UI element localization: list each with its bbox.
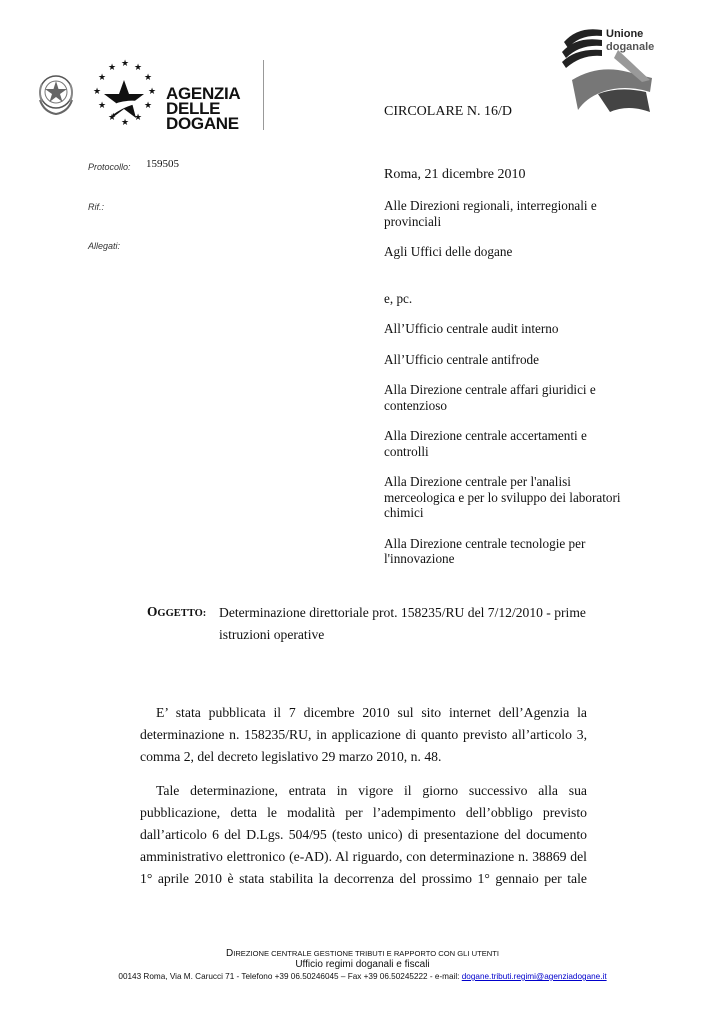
oggetto-label-rest: GGETTO: <box>157 608 207 619</box>
svg-text:★: ★ <box>121 118 130 128</box>
footer-address-text: 00143 Roma, Via M. Carucci 71 - Telefono +39 06.50246045 – Fax +39 06.50245222 - e-mail: <box>118 972 462 981</box>
rif-label: Rif.: <box>88 202 105 212</box>
agency-name-line: DOGANE <box>166 114 239 133</box>
svg-text:★: ★ <box>134 63 143 73</box>
protocollo-value: 159505 <box>146 158 179 170</box>
svg-text:★: ★ <box>144 73 153 83</box>
svg-text:★: ★ <box>121 59 130 69</box>
agency-name-line: DELLE <box>166 99 221 118</box>
allegati-label: Allegati: <box>88 241 121 251</box>
footer-email-link[interactable]: dogane.tributi.regimi@agenziadogane.it <box>461 972 607 981</box>
svg-text:★: ★ <box>93 87 102 97</box>
svg-text:★: ★ <box>98 73 107 83</box>
svg-text:★: ★ <box>134 113 143 123</box>
italian-republic-emblem-icon <box>34 70 78 116</box>
footer-address <box>0 972 725 981</box>
oggetto-label-initial: O <box>147 604 158 619</box>
footer-direction-initial: D <box>225 948 234 959</box>
oggetto-label <box>147 604 206 620</box>
circolare-number: CIRCOLARE N. 16/D <box>384 104 512 119</box>
svg-text:★: ★ <box>108 63 117 73</box>
header-divider <box>263 60 264 130</box>
recipient: All’Ufficio centrale audit interno <box>384 321 559 336</box>
oggetto-text: Determinazione direttoriale prot. 158235/RU del 7/12/2010 - prime istruzioni operative <box>219 605 586 642</box>
footer-direction-rest: IREZIONE CENTRALE GESTIONE TRIBUTI E RAPPORTO CON GLI UTENTI <box>233 949 500 958</box>
agency-name <box>166 86 240 131</box>
body-paragraph: Tale determinazione, entrata in vigore il giorno successivo alla sua pubblicazione, detta le modalità per l’adempimento dell’obbligo previsto dall’articolo 6 del D.Lgs. 504/95 (testo unico) di presentazione del documento amministrativo elettronico (e-AD). Al riguardo, con determinazione n. 38869 del 1° aprile 2010 è stata stabilita la decorrenza del prossimo 1° gennaio per tale <box>140 783 587 886</box>
recipient: Alla Direzione centrale affari giuridici e contenzioso <box>384 382 596 413</box>
svg-text:★: ★ <box>108 113 117 123</box>
unione-label: Unione <box>606 28 644 40</box>
recipient: Alla Direzione centrale per l'analisi merceologica e per lo sviluppo dei laboratori chimici <box>384 474 621 520</box>
footer-office: Ufficio regimi doganali e fiscali <box>295 959 430 970</box>
svg-text:★: ★ <box>98 101 107 111</box>
doganale-label: doganale <box>606 41 655 53</box>
footer-direction <box>0 948 725 959</box>
recipient: Alla Direzione centrale accertamenti e controlli <box>384 428 587 459</box>
body-paragraph: E’ stata pubblicata il 7 dicembre 2010 sul sito internet dell’Agenzia la determinazione n. 158235/RU, in applicazione di quanto previsto all’articolo 3, comma 2, del decreto legislativo 29 marzo 2010, n. 48. <box>140 705 587 764</box>
body-text <box>140 702 587 902</box>
document-date: Roma, 21 dicembre 2010 <box>384 167 526 182</box>
svg-text:★: ★ <box>144 101 153 111</box>
recipient: All’Ufficio centrale antifrode <box>384 351 540 367</box>
agency-name-line: AGENZIA <box>166 84 241 103</box>
recipient: Alle Direzioni regionali, interregionali e provinciali <box>384 198 597 229</box>
recipient: e, pc. <box>384 290 413 306</box>
protocollo-label: Protocollo: <box>88 162 131 172</box>
recipients-list <box>384 198 634 582</box>
recipient: Agli Uffici delle dogane <box>384 244 513 259</box>
recipient: Alla Direzione centrale tecnologie per l'innovazione <box>384 535 586 566</box>
svg-text:★: ★ <box>148 87 157 97</box>
